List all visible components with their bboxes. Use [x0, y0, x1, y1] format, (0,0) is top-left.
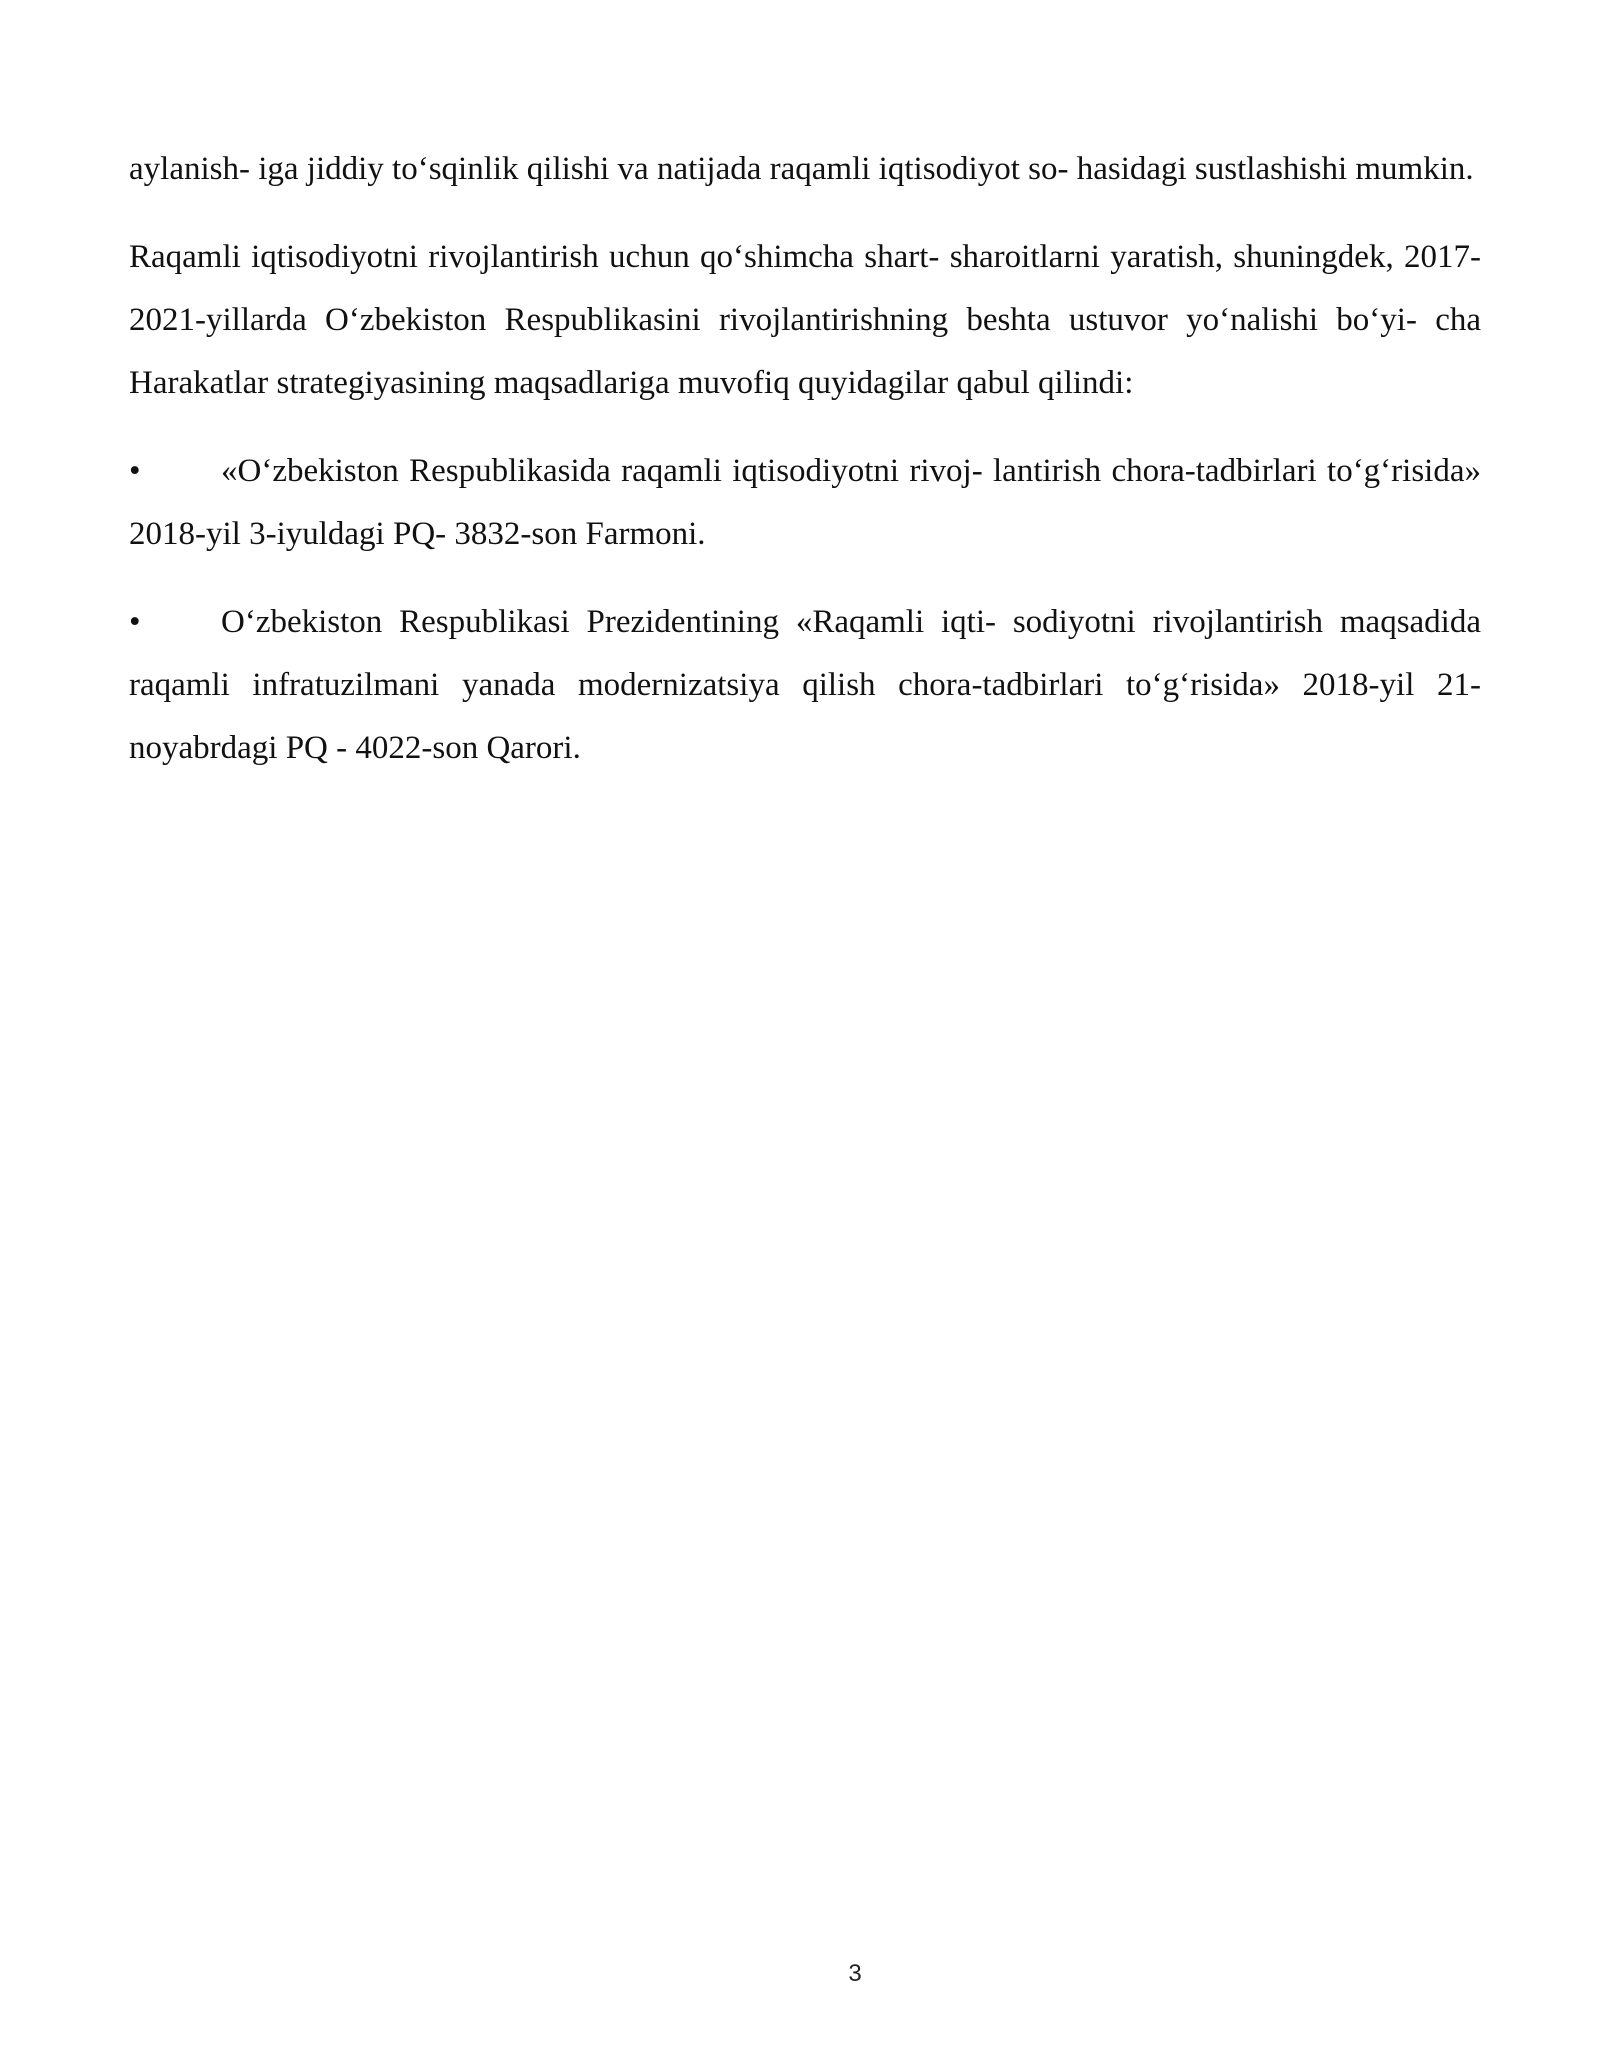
- bullet-mark: •: [129, 453, 141, 489]
- bullet-item-farmoni: [129, 440, 1481, 566]
- page-number: 3: [848, 1960, 862, 1987]
- document-body: [129, 138, 1481, 805]
- bullet-text: O‘zbekiston Respublikasi Prezidentining «Raqamli iqti- sodiyotni rivojlantirish maqsadida raqamli infratuzilmani yanada modernizatsiya qilish chora-tadbirlari to‘g‘risida» 2018-yil 21- noyabrdagi PQ - 4022-son Qarori.: [129, 604, 1481, 766]
- bullet-mark: •: [129, 604, 141, 640]
- bullet-item-qarori: [129, 591, 1481, 780]
- paragraph-intro: Raqamli iqtisodiyotni rivojlantirish uchun qo‘shimcha shart- sharoitlarni yaratish, shuningdek, 2017-2021-yillarda O‘zbekiston Respublikasini rivojlantirishning beshta ustuvor yo‘nalishi bo‘yi- cha Harakatlar strategiyasining maqsadlariga muvofiq quyidagilar qabul qilindi:: [129, 239, 1481, 401]
- bullet-text: «O‘zbekiston Respublikasida raqamli iqtisodiyotni rivoj- lantirish chora-tadbirlari to‘g‘risida» 2018-yil 3-iyuldagi PQ- 3832-son Farmoni.: [129, 453, 1481, 552]
- paragraph-continuation: aylanish- iga jiddiy to‘sqinlik qilishi va natijada raqamli iqtisodiyot so- hasidagi sustlashishi mumkin.: [129, 151, 1474, 187]
